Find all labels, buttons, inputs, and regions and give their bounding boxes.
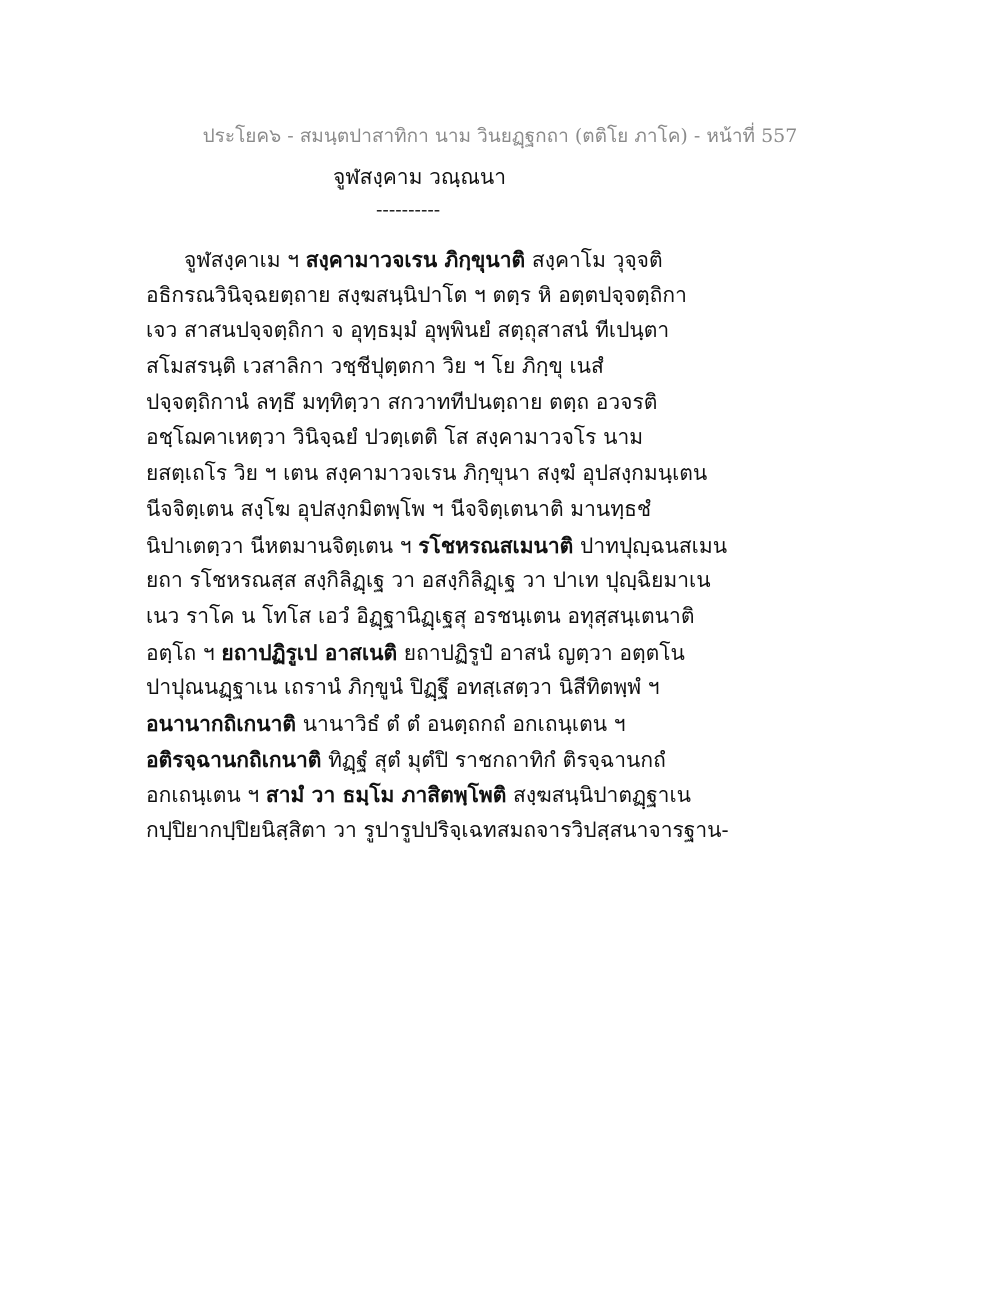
text-segment: อตฺโถ ฯ <box>146 640 222 665</box>
text-segment: จูฬสงฺคาเม ฯ <box>184 248 306 272</box>
text-segment: สโมสรนฺติ เวสาลิกา วชฺชีปุตฺตกา วิย ฯ โย ภิกฺขุ เนสํ <box>146 354 604 379</box>
text-line <box>146 635 716 671</box>
text-line <box>146 385 716 421</box>
body-text <box>146 242 729 849</box>
section-title: จูฬสงฺคาม วณฺณนา <box>333 165 506 189</box>
bold-term: สงฺคามาวจเรน ภิกฺขุนาติ <box>305 247 526 272</box>
text-line <box>146 813 729 849</box>
text-segment: นีจจิตฺเตน สงฺโฆ อุปสงฺกมิตพฺโพ ฯ นีจจิตฺเตนาติ มานทฺธชํ <box>146 496 652 521</box>
text-line <box>146 670 716 706</box>
text-line <box>146 278 716 314</box>
bold-term: ยถาปฏิรูเป อาสเนติ <box>221 639 398 665</box>
text-segment: ยถาปฏิรูปํ อาสนํ ญตฺวา อตฺตโน <box>397 640 685 665</box>
text-segment: อกเถนฺเตน ฯ <box>146 783 266 808</box>
text-segment: ยถา รโชหรณสฺส สงฺกิลิฏฺเฐ วา อสงฺกิลิฏฺเฐ วา ปาเท ปุญฺฉิยมาเน <box>146 568 711 593</box>
text-segment: สงฺฆสนฺนิปาตฏฺฐาเน <box>506 783 691 808</box>
text-line <box>146 742 716 778</box>
text-line <box>146 313 716 349</box>
text-line <box>146 456 716 492</box>
text-line <box>146 242 716 278</box>
text-line <box>146 777 716 813</box>
text-segment: เจว สาสนปจฺจตฺถิกา จ อุทฺธมฺมํ อุพฺพินยํ สตฺถุสาสนํ ทีเปนฺตา <box>146 318 670 343</box>
text-segment: อธิกรณวินิจฺฉยตฺถาย สงฺฆสนฺนิปาโต ฯ ตตฺร หิ อตฺตปจฺจตฺถิกา <box>146 282 687 307</box>
text-line <box>146 599 716 635</box>
text-segment: ปาทปุญฺฉนสเมน <box>573 533 728 558</box>
page-header-text: ประโยค๖ - สมนฺตปาสาทิกา นาม วินยฏฺฐกถา (ตติโย ภาโค) - หน้าที่ 557 <box>202 125 798 147</box>
page-header <box>0 121 1000 151</box>
text-line <box>146 492 716 528</box>
bold-term: อติรจฺฉานกถิเกนาติ <box>146 746 322 772</box>
bold-term: รโชหรณสเมนาติ <box>418 532 574 558</box>
bold-term: อนานากถิเกนาติ <box>146 710 297 736</box>
text-segment: อชฺโฌคาเหตฺวา วินิจฺฉยํ ปวตฺเตติ โส สงฺคามาวจโร นาม <box>146 425 644 450</box>
text-segment: กปฺปิยากปฺปิยนิสฺสิตา วา รูปารูปปริจฺเฉทสมถจารวิปสฺสนาจารฐาน- <box>146 818 729 842</box>
text-segment: ปาปุณนฏฺฐาเน เถรานํ ภิกฺขูนํ ปิฏฺฐึ อทสฺเสตฺวา นิสีทิตพฺพํ ฯ <box>146 675 660 700</box>
text-segment: นานาวิธํ ตํ ตํ อนตฺถกถํ อกเถนฺเตน ฯ <box>296 711 626 736</box>
text-segment: ปจฺจตฺถิกานํ ลทฺธึ มทฺทิตฺวา สกวาททีปนตฺถาย ตตฺถ อวจรติ <box>146 389 658 414</box>
text-line <box>146 563 716 599</box>
text-segment: สงฺคาโม วุจฺจติ <box>525 248 663 272</box>
text-line <box>146 528 728 564</box>
bold-term: สามํ วา ธมฺโม ภาสิตพฺโพติ <box>265 782 507 808</box>
text-segment: นิปาเตตฺวา นีหตมานจิตฺเตน ฯ <box>146 533 419 558</box>
text-segment: เนว ราโค น โทโส เอวํ อิฏฺฐานิฏฺเฐสุ อรชนฺเตน อทุสฺสนฺเตนาติ <box>146 603 695 628</box>
text-line <box>146 349 716 385</box>
text-line <box>146 706 716 742</box>
text-segment: ทิฏฺฐํ สุตํ มุตํปิ ราชกถาทิกํ ติรจฺฉานกถํ <box>321 747 666 772</box>
text-segment: ยสตฺเถโร วิย ฯ เตน สงฺคามาวจเรน ภิกฺขุนา สงฺฆํ อุปสงฺกมนฺเตน <box>146 461 708 486</box>
separator-line: ---------- <box>376 199 441 221</box>
text-line <box>146 420 716 456</box>
